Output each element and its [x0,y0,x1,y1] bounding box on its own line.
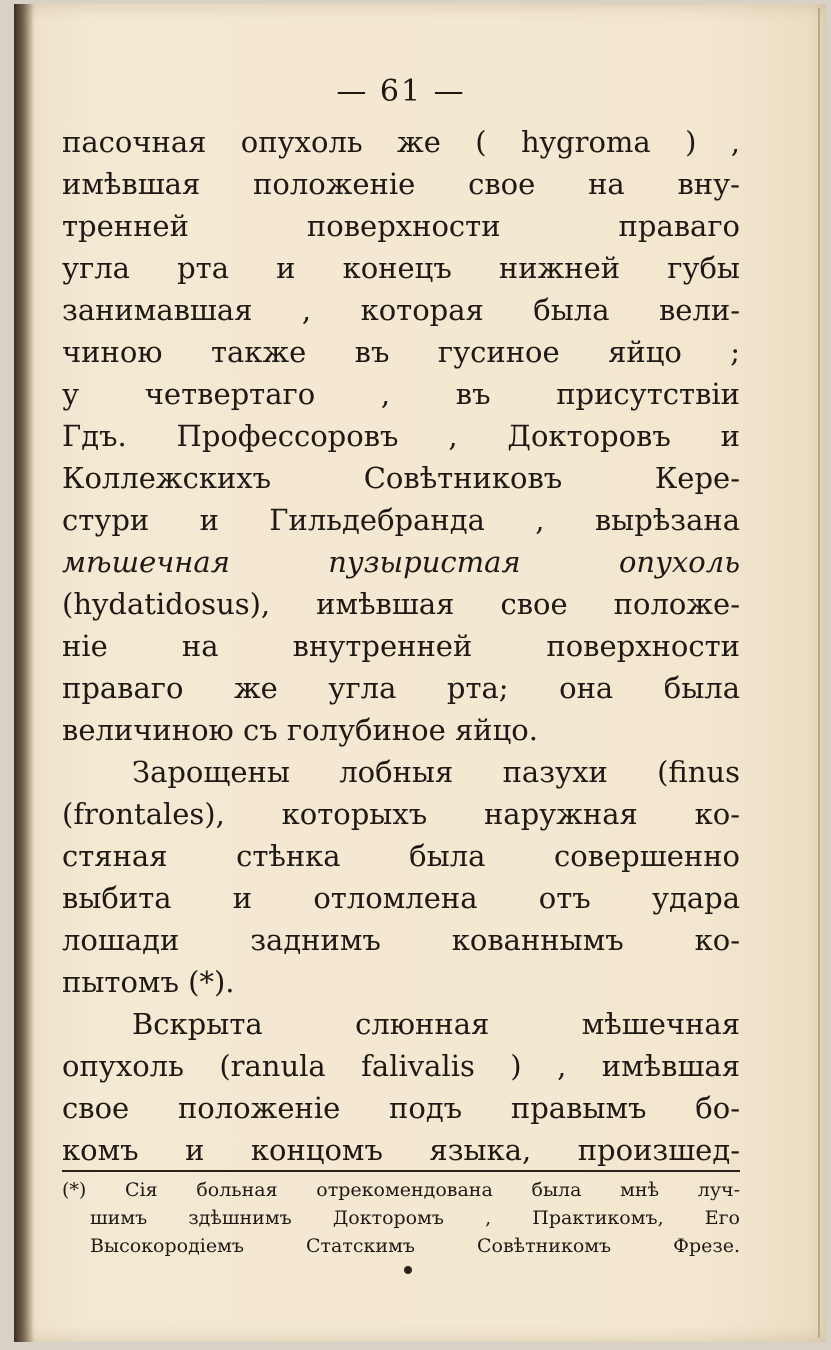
body-line: угла рта и конецъ нижней губы [62,251,740,285]
body-line: Коллежскихъ Совѣтниковъ Кере- [62,461,740,495]
body-line-italic: мѣшечная пузыристая опухоль [62,545,740,579]
page-number: — 61 — [336,74,466,109]
body-line: чиною также въ гусиное яйцо ; [62,335,740,369]
body-line: ніе на внутренней поверхности [62,629,740,663]
body-line: тренней поверхности праваго [62,209,740,243]
body-line: имѣвшая положеніе свое на вну- [62,167,740,201]
footnote-line: шимъ здѣшнимъ Докторомъ , Практикомъ, Его [90,1207,740,1229]
body-line: опухоль (ranula falivalis ) , имѣвшая [62,1049,740,1083]
footnote-line: Высокородіемъ Статскимъ Совѣтникомъ Фрезе. [90,1235,740,1257]
body-line: Гдъ. Профессоровъ , Докторовъ и [62,419,740,453]
body-line: (hydatidosus), имѣвшая свое положе- [62,587,740,621]
footnote-line: (*) Сія больная отрекомендована была мнѣ луч- [62,1179,740,1201]
body-line: стяная стѣнка была совершенно [62,839,740,873]
body-line: (frontales), которыхъ наружная ко- [62,797,740,831]
book-page [14,4,826,1342]
body-line: выбита и отломлена отъ удара [62,881,740,915]
body-line: комъ и концомъ языка, произшед- [62,1133,740,1167]
body-line: праваго же угла рта; она была [62,671,740,705]
footnote-rule [62,1170,740,1172]
body-line: лошади заднимъ кованнымъ ко- [62,923,740,957]
body-line: Вскрыта слюнная мѣшечная [132,1007,740,1041]
body-line: пасочная опухоль же ( hygroma ) , [62,125,740,159]
body-line: занимавшая , которая была вели- [62,293,740,327]
page-edge [818,8,820,1338]
ink-mark [404,1266,412,1274]
body-line: у четвертаго , въ присутствіи [62,377,740,411]
body-line: стури и Гильдебранда , вырѣзана [62,503,740,537]
body-line: Зарощены лобныя пазухи (finus [132,755,740,789]
body-line: величиною съ голубиное яйцо. [62,713,538,747]
body-line: пытомъ (*). [62,965,235,999]
body-line: свое положеніе подъ правымъ бо- [62,1091,740,1125]
